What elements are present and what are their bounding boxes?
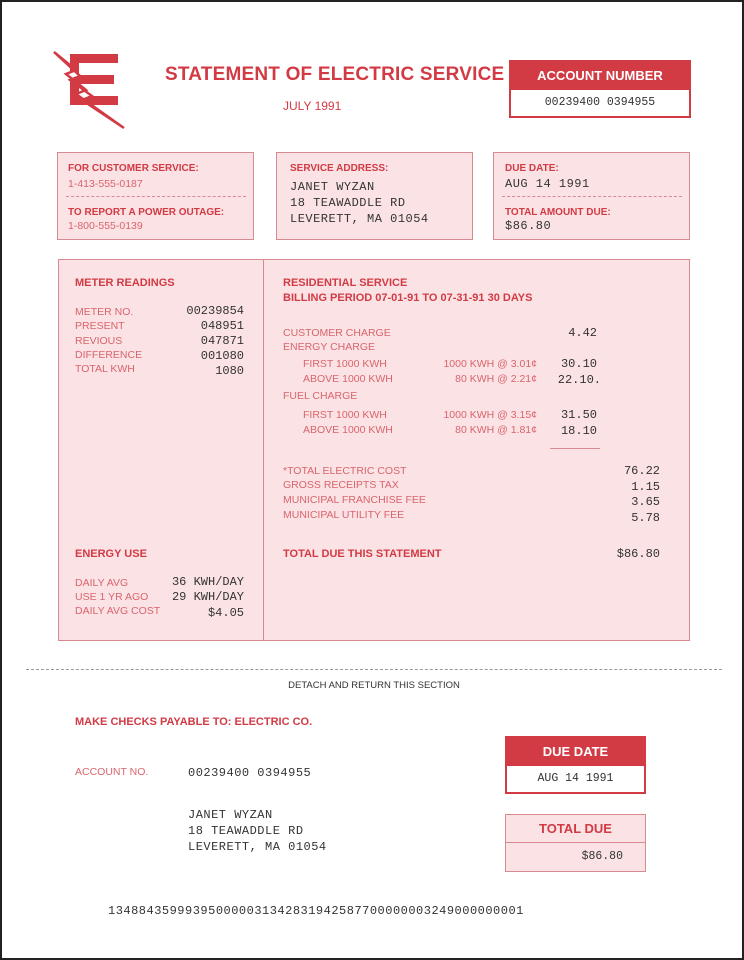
gross-receipts-tax-label: GROSS RECEIPTS TAX [283,479,399,491]
energy-charge-label: ENERGY CHARGE [283,341,375,353]
energy-use-label: DAILY AVG COST [75,605,161,617]
due-date-value: AUG 14 1991 [505,177,590,191]
energy-use-label: DAILY AVG [75,577,129,589]
energy-use-title: ENERGY USE [75,548,147,560]
energy-use-value: 29 KWH/DAY [171,590,244,604]
outage-phone: 1-800-555-0139 [68,220,143,232]
service-address-label: SERVICE ADDRESS: [290,163,389,174]
meter-label: REVIOUS [75,335,123,347]
meter-value: 00239854 [186,304,244,318]
total-due-statement-amount: $86.80 [616,547,660,561]
fuel-first-rate: 1000 KWH @ 3.15¢ [443,409,537,421]
remit-account-number: 00239400 0394955 [188,766,312,780]
remit-street: 18 TEAWADDLE RD [188,824,304,838]
energy-use-value: $4.05 [207,606,244,620]
remit-due-date-value: AUG 14 1991 [537,772,614,785]
customer-service-box [57,152,254,240]
micr-line: 134884359993950000031342831942587700000003249000000001 [108,904,524,918]
residential-service-title: RESIDENTIAL SERVICE [283,277,408,289]
energy-first-amount: 30.10 [560,357,597,371]
total-amount-due-value: $86.80 [505,219,552,233]
outage-label: TO REPORT A POWER OUTAGE: [68,207,225,218]
meter-readings-title: METER READINGS [75,277,175,289]
meter-value: 1080 [215,364,244,378]
meter-label: PRESENT [75,320,125,332]
statement-detail-panel [58,259,690,641]
meter-value: 001080 [200,349,244,363]
account-number-box [509,60,691,118]
customer-service-phone: 1-413-555-0187 [68,178,143,190]
divider [66,196,246,197]
customer-service-label: FOR CUSTOMER SERVICE: [68,163,199,174]
meter-label: METER NO. [75,306,134,318]
account-number-label: ACCOUNT NUMBER [511,62,689,90]
fuel-above-rate: 80 KWH @ 1.81¢ [455,424,537,436]
energy-above-label: ABOVE 1000 KWH [303,373,393,385]
remit-city: LEVERETT, MA 01054 [188,840,327,854]
fuel-first-label: FIRST 1000 KWH [303,409,387,421]
meter-label: TOTAL KWH [75,363,135,375]
meter-label: DIFFERENCE [75,349,143,361]
energy-above-amount: 22.10. [557,373,601,387]
remit-total-due-value: $86.80 [581,850,623,863]
due-date-label: DUE DATE: [505,163,559,174]
account-number-value: 00239400 0394955 [544,96,656,109]
panel-divider [263,260,264,640]
fuel-above-amount: 18.10 [560,424,597,438]
make-checks-payable: MAKE CHECKS PAYABLE TO: ELECTRIC CO. [75,716,313,728]
total-due-statement-label: TOTAL DUE THIS STATEMENT [283,548,442,560]
service-address-line2: 18 TEAWADDLE RD [290,196,406,210]
detach-line [26,669,722,670]
statement-title: STATEMENT OF ELECTRIC SERVICE [165,64,505,85]
lightning-e-logo-icon [52,50,128,130]
service-address-box [276,152,473,240]
remit-name: JANET WYZAN [188,808,273,822]
remit-due-date-box [505,736,646,794]
subtotal-rule [550,448,600,449]
remit-total-due-label: TOTAL DUE [506,815,645,843]
energy-use-label: USE 1 YR AGO [75,591,149,603]
service-address-line3: LEVERETT, MA 01054 [290,212,429,226]
fuel-charge-label: FUEL CHARGE [283,390,358,402]
energy-use-value: 36 KWH/DAY [171,575,244,589]
remit-total-due-box [505,814,646,872]
meter-value: 047871 [200,334,244,348]
municipal-utility-fee-amount: 5.78 [631,511,660,525]
energy-first-rate: 1000 KWH @ 3.01¢ [443,358,537,370]
customer-charge-amount: 4.42 [568,326,597,340]
fuel-first-amount: 31.50 [560,408,597,422]
municipal-franchise-fee-amount: 3.65 [631,495,660,509]
detach-instruction: DETACH AND RETURN THIS SECTION [288,680,460,691]
total-electric-cost-amount: 76.22 [623,464,660,478]
municipal-franchise-fee-label: MUNICIPAL FRANCHISE FEE [283,494,426,506]
total-amount-due-label: TOTAL AMOUNT DUE: [505,207,611,218]
customer-charge-label: CUSTOMER CHARGE [283,327,391,339]
energy-first-label: FIRST 1000 KWH [303,358,387,370]
energy-above-rate: 80 KWH @ 2.21¢ [455,373,537,385]
gross-receipts-tax-amount: 1.15 [631,480,660,494]
service-address-line1: JANET WYZAN [290,180,375,194]
remit-account-label: ACCOUNT NO. [75,766,149,778]
fuel-above-label: ABOVE 1000 KWH [303,424,393,436]
municipal-utility-fee-label: MUNICIPAL UTILITY FEE [283,509,405,521]
meter-value: 048951 [200,319,244,333]
statement-month: JULY 1991 [283,99,342,113]
due-date-box [493,152,690,240]
billing-period: BILLING PERIOD 07-01-91 TO 07-31-91 30 DAYS [283,292,533,304]
total-electric-cost-label: *TOTAL ELECTRIC COST [283,465,407,477]
divider [502,196,682,197]
remit-due-date-label: DUE DATE [507,738,644,766]
